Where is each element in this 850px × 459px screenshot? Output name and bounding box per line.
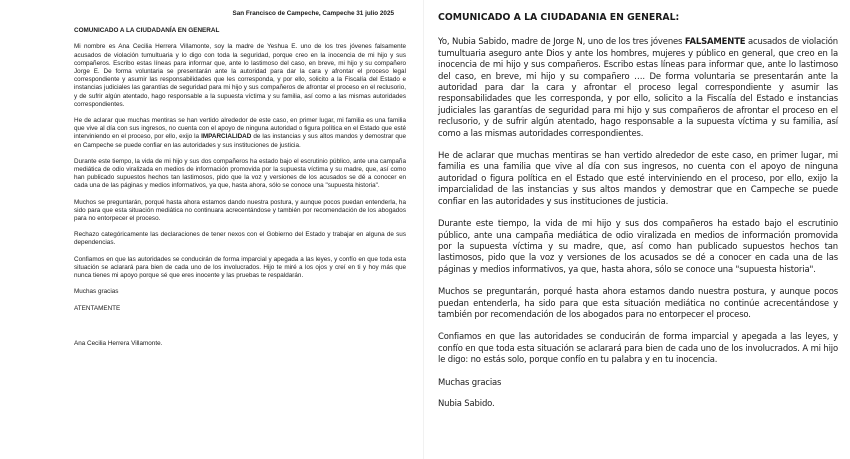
paragraph-6: Confiamos en que las autoridades se conducirán de forma imparcial y apegada a las leyes, y confío en que toda esta situación se aclarará para bien de cada uno de los involucrados. Hijo te miré a los ojos y creí en ti y hoy más que nunca tienes mi apoyo porque sé que eres inocente y las pruebas te respaldarán. bbox=[74, 255, 406, 280]
letter-page-right bbox=[424, 0, 850, 459]
closing-thanks: Muchas gracias bbox=[438, 376, 502, 387]
paragraph-2-text-b: de las instancias y sus altos mandos y demostrar que en Campeche se puede confiar en las autoridades y sus instituciones de justicia. bbox=[74, 133, 407, 149]
letter-heading: COMUNICADO A LA CIUDADANÍA EN GENERAL bbox=[74, 27, 220, 35]
letter-heading: COMUNICADO A LA CIUDADANIA EN GENERAL: bbox=[438, 12, 680, 23]
letter-page-left bbox=[0, 0, 424, 459]
paragraph-4: Muchos se preguntarán, porqué hasta ahora estamos dando nuestra postura, y aunque pocos puedan entenderla, ha sido para que esta situación mediática no continuara acrecentándose y también por recomendación de los abogados para no entorpecer el proceso. bbox=[74, 198, 406, 223]
paragraph-3: Durante este tiempo, la vida de mi hijo y sus dos compañeros ha estado bajo el escrutinio público, ante una campaña mediática de odio viralizada en medios de información promovida por la supuesta víctima y su madre, que, así como han publicado supuestos hechos tan lastimosos, pido que la voz y versiones de los acusados se dé a conocer en cada una de las páginas y medios informativos, ya que, hasta ahora, sólo se conoce una "supuesta historia". bbox=[438, 218, 838, 274]
paragraph-1 bbox=[438, 36, 838, 139]
closing-thanks: Muchas gracias bbox=[74, 288, 119, 296]
paragraph-1-text-a: Yo, Nubia Sabido, madre de Jorge N, uno de los tres jóvenes bbox=[438, 36, 685, 47]
paragraph-3: Durante este tiempo, la vida de mi hijo y sus dos compañeros ha estado bajo el escrutinio público, ante una campaña mediática de odio viralizada en medios de información promovida por la supuesta víctima y su madre, que, así como han publicado supuestos hechos tan lastimosos, pido que la voz y versiones de los acusados se dé a conocer en cada una de las páginas y medios informativos, ya que, hasta ahora, sólo se conoce una "supuesta historia". bbox=[74, 157, 406, 190]
paragraph-2-text-a: He de aclarar que muchas mentiras se han vertido alrededor de este caso, en primer lugar, mi familia es una familia que vive al día con sus ingresos, no cuenta con el apoyo de ninguna autoridad o figura política en el Estado que esté interviniendo en el proceso, por ello, exijo la bbox=[74, 117, 406, 141]
closing-sign-off: ATENTAMENTE bbox=[74, 305, 121, 313]
paragraph-1: Mi nombre es Ana Cecilia Herrera Villamonte, soy la madre de Yeshua E. uno de los tres jóvenes falsamente acusados de violación tumultuaria y lo digo con toda la seguridad, porque creo en la inocencia de mi hijo y sus compañeros. Escribo estas líneas para informar que, ante lo lastimoso del caso, en breve, mi hijo y su compañero Jorge E. De forma voluntaria se presentarán ante la autoridad para dar la cara y afrontar el proceso legal correspondiente y asumir las responsabilidades que les corresponda, y por ello, solicito a la Fiscalía del Estado e instancias judiciales las garantías de seguridad para mi hijo y sus compañeros de afrontar el proceso en el reclusorio, y de sufrir algún atentado, hago responsable a la supuesta víctima y su familia, así como a las mismas autoridades correspondientes. bbox=[74, 43, 406, 108]
paragraph-2-emphasis: IMPARCIALIDAD bbox=[201, 133, 252, 141]
letter-date: San Francisco de Campeche, Campeche 31 julio 2025 bbox=[232, 10, 394, 17]
paragraph-2 bbox=[74, 117, 406, 150]
signature-name: Ana Cecilia Herrera Villamonte. bbox=[74, 339, 163, 347]
paragraph-4: Muchos se preguntarán, porqué hasta ahora estamos dando nuestra postura, y aunque pocos puedan entenderla, ha sido para que esta situación mediática no continúe acrecentándose y también por recomendación de los abogados para no entorpecer el proceso. bbox=[438, 286, 838, 319]
paragraph-1-emphasis: FALSAMENTE bbox=[684, 36, 746, 47]
signature-name: Nubia Sabido. bbox=[438, 397, 495, 408]
paragraph-1-text-b: acusados de violación tumultuaria aseguro ante Dios y ante los hombres, mujeres y público en general, que creo en la inocencia de mi hijo y sus compañeros. Escribo estas líneas para informar que, ante lo lastimoso del caso, en breve, mi hijo y su compañero …. De forma voluntaria se presentarán ante la autoridad para dar la cara y afrontar el proceso legal correspondiente y asumir las responsabilidades que les corresponda, y por ello, solicito a la Fiscalía del Estado e instancias judiciales las garantías de seguridad para mi hijo y sus compañeros de afrontar el proceso en el reclusorio, y de sufrir algún atentado, hago responsable a la supuesta víctima y su familia, así como a las mismas autoridades correspondientes. bbox=[438, 36, 838, 138]
paragraph-5: Confiamos en que las autoridades se conducirán de forma imparcial y apegada a las leyes, y confío en que toda esta situación se aclarará para bien de cada uno de los involucrados. A mi hijo le digo: no estás solo, porque confío en tu palabra y en tu inocencia. bbox=[438, 331, 838, 365]
paragraph-5: Rechazo categóricamente las declaraciones de tener nexos con el Gobierno del Estado y trabajar en alguna de sus dependencias. bbox=[74, 231, 406, 247]
paragraph-2: He de aclarar que muchas mentiras se han vertido alrededor de este caso, en primer lugar, mi familia es una familia que vive al día con sus ingresos, no cuenta con el apoyo de ninguna autoridad o figura política en el Estado que esté interviniendo en el proceso, por ello, exijo la imparcialidad de las instancias y sus altos mandos y demostrar que en Campeche se puede confiar en las autoridades y sus instituciones de justicia. bbox=[438, 150, 838, 206]
